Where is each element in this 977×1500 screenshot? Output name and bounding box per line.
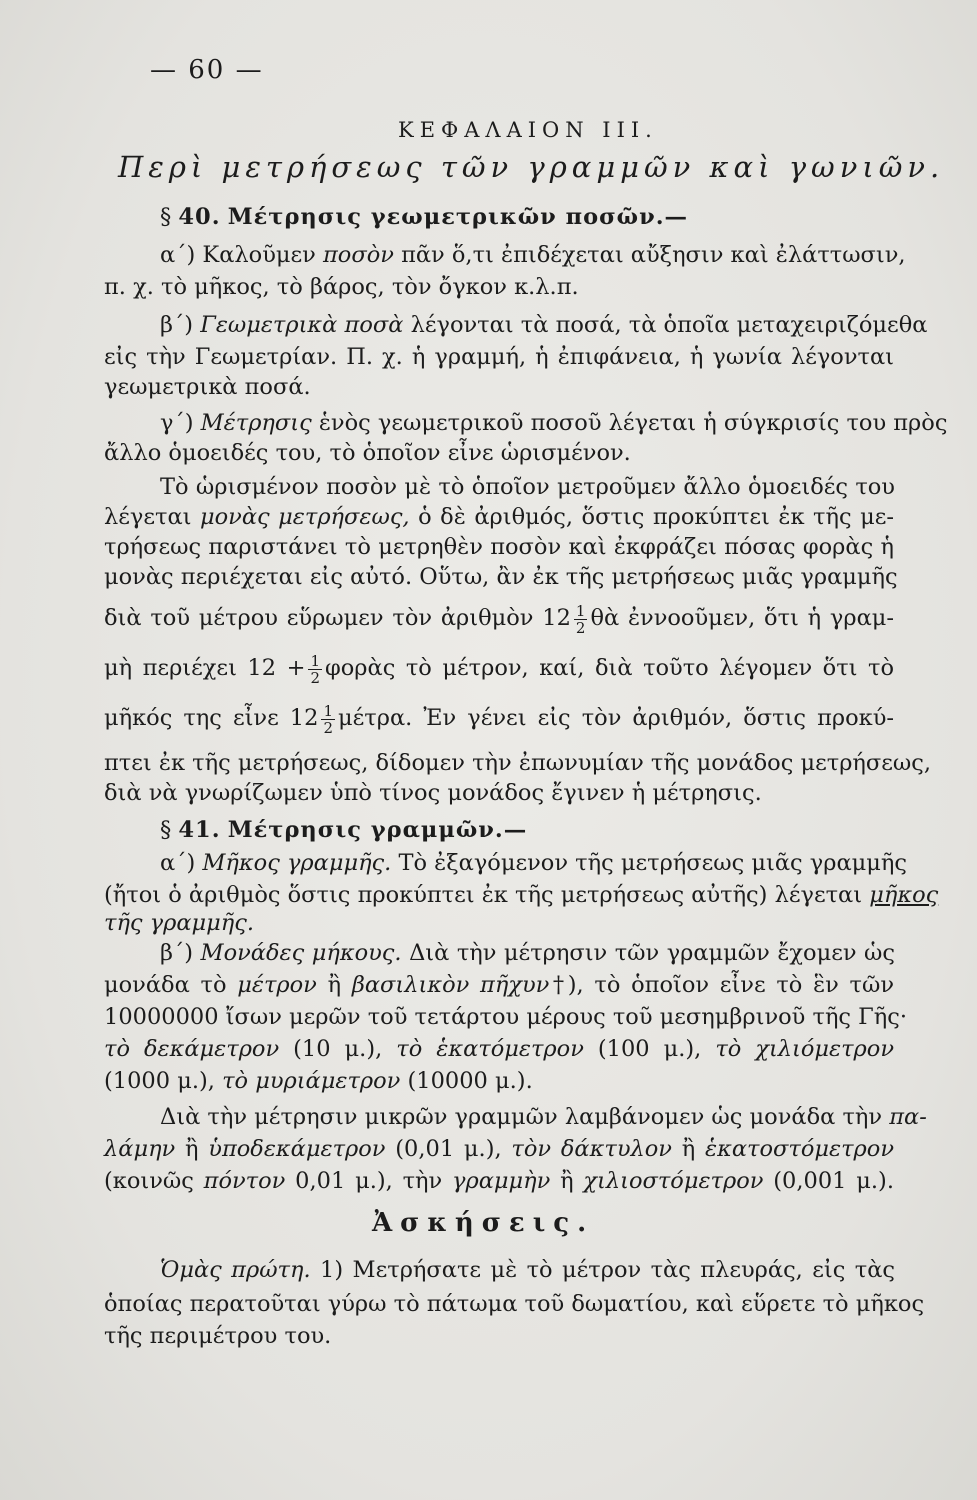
text-line: μῆκός της εἶνε 12 $\frac{1}{2}$ μέτρα. Ἐν γένει εἰς τὸν ἀριθμόν, ὅστις προκύ- <box>104 701 894 737</box>
text-line: τρήσεως παριστάνει τὸ μετρηθὲν ποσὸν καὶ ἐκφράζει πόσας φορὰς ἡ <box>104 534 894 560</box>
section-41-heading <box>160 815 895 845</box>
section-title: Μέτρησις γραμμῶν.— <box>227 817 528 843</box>
fraction: $\frac{1}{2}$ <box>310 651 320 687</box>
text-line: (κοινῶς πόντον 0,01 μ.), τὴν γραμμὴν ἢ χιλιοστόμετρον (0,001 μ.). <box>104 1168 894 1194</box>
fraction: $\frac{1}{2}$ <box>323 701 333 737</box>
section-mark: § <box>160 817 172 843</box>
text-line: μονάδα τὸ μέτρον ἢ βασιλικὸν πῆχυν†), τὸ ὁποῖον εἶνε τὸ ἓν τῶν <box>104 972 895 998</box>
text-line: β΄) Μονάδες μήκους. Διὰ τὴν μέτρησιν τῶν γραμμῶν ἔχομεν ὡς <box>160 940 895 966</box>
text-line: (1000 μ.), τὸ μυριάμετρον (10000 μ.). <box>104 1068 533 1094</box>
text-line: διὰ νὰ γνωρίζωμεν ὑπὸ τίνος μονάδος ἔγινεν ἡ μέτρησις. <box>104 780 762 806</box>
text-line: διὰ τοῦ μέτρου εὕρωμεν τὸν ἀριθμὸν 12 $\frac{1}{2}$ θὰ ἐννοοῦμεν, ὅτι ἡ γραμ- <box>104 601 894 637</box>
text-line: τῆς γραμμῆς. <box>104 910 255 936</box>
text-line: γεωμετρικὰ ποσά. <box>104 374 311 400</box>
section-title: Μέτρησις γεωμετρικῶν ποσῶν.— <box>227 204 689 230</box>
text-line: ὁποίας περατοῦται γύρω τὸ πάτωμα τοῦ δωματίου, καὶ εὕρετε τὸ μῆκος <box>104 1291 925 1317</box>
text-line: Ὁμὰς πρώτη. 1) Μετρήσατε μὲ τὸ μέτρον τὰς πλευράς, εἰς τὰς <box>160 1257 895 1283</box>
text-line: λάμην ἢ ὑποδεκάμετρον (0,01 μ.), τὸν δάκτυλον ἢ ἑκατοστόμετρον <box>104 1136 894 1162</box>
text-line: α΄) Μῆκος γραμμῆς. Τὸ ἐξαγόμενον τῆς μετρήσεως μιᾶς γραμμῆς <box>160 850 907 876</box>
text-line: εἰς τὴν Γεωμετρίαν. Π. χ. ἡ γραμμή, ἡ ἐπιφάνεια, ἡ γωνία λέγονται <box>104 344 894 370</box>
text-line: τῆς περιμέτρου του. <box>104 1323 332 1349</box>
text-line: ἄλλο ὁμοειδές του, τὸ ὁποῖον εἶνε ὡρισμένον. <box>104 440 631 466</box>
text-line: λέγεται μονὰς μετρήσεως, ὁ δὲ ἀριθμός, ὅστις προκύπτει ἐκ τῆς με- <box>104 504 894 530</box>
text-line: Διὰ τὴν μέτρησιν μικρῶν γραμμῶν λαμβάνομεν ὡς μονάδα τὴν πα- <box>160 1104 927 1130</box>
text-line: (ἤτοι ὁ ἀριθμὸς ὅστις προκύπτει ἐκ τῆς μετρήσεως αὐτῆς) λέγεται μῆκος <box>104 882 939 908</box>
exercises-heading: Ἀσκήσεις. <box>372 1208 595 1238</box>
chapter-heading: ΚΕΦΑΛΑΙΟΝ III. <box>398 118 658 142</box>
section-40-heading <box>160 202 895 232</box>
section-number: 40. <box>178 204 221 230</box>
page-number: — 60 — <box>150 55 264 85</box>
text-line: πτει ἐκ τῆς μετρήσεως, δίδομεν τὴν ἐπωνυμίαν τῆς μονάδος μετρήσεως, <box>104 750 932 776</box>
text-line: 10000000 ἴσων μερῶν τοῦ τετάρτου μέρους τοῦ μεσημβρινοῦ τῆς Γῆς· <box>104 1004 908 1030</box>
text-line: Τὸ ὡρισμένον ποσὸν μὲ τὸ ὁποῖον μετροῦμεν ἄλλο ὁμοειδές του <box>160 474 895 500</box>
text-line: τὸ δεκάμετρον (10 μ.), τὸ ἑκατόμετρον (100 μ.), τὸ χιλιόμετρον <box>104 1036 894 1062</box>
text-line: γ΄) Μέτρησις ἑνὸς γεωμετρικοῦ ποσοῦ λέγεται ἡ σύγκρισίς του πρὸς <box>160 410 948 436</box>
text-line: μονὰς περιέχεται εἰς αὐτό. Οὕτω, ἂν ἐκ τῆς μετρήσεως μιᾶς γραμμῆς <box>104 564 898 590</box>
text-line: α΄) Καλοῦμεν ποσὸν πᾶν ὅ,τι ἐπιδέχεται αὔξησιν καὶ ἐλάττωσιν, <box>160 242 906 268</box>
text-line: π. χ. τὸ μῆκος, τὸ βάρος, τὸν ὄγκον κ.λ.π. <box>104 274 579 300</box>
text-line: μὴ περιέχει 12 + $\frac{1}{2}$ φορὰς τὸ μέτρον, καί, διὰ τοῦτο λέγομεν ὅτι τὸ <box>104 651 894 687</box>
section-mark: § <box>160 204 172 230</box>
fraction: $\frac{1}{2}$ <box>575 601 586 637</box>
text-line: β΄) Γεωμετρικὰ ποσὰ λέγονται τὰ ποσά, τὰ ὁποῖα μεταχειριζόμεθα <box>160 312 928 338</box>
chapter-subtitle: Περὶ μετρήσεως τῶν γραμμῶν καὶ γωνιῶν. <box>118 150 945 184</box>
section-number: 41. <box>178 817 221 843</box>
